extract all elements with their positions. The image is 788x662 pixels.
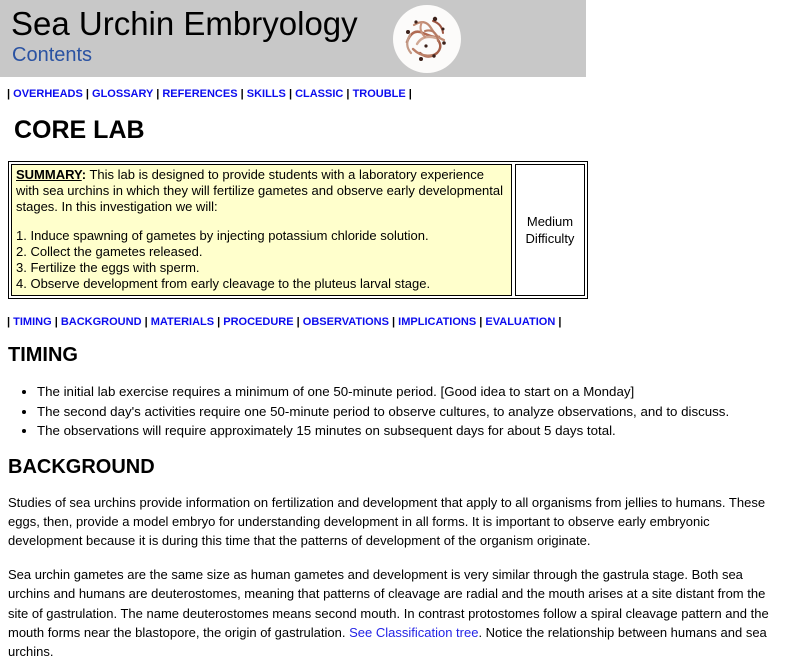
pipe-separator: | <box>479 316 483 328</box>
embryo-photo-icon <box>392 4 462 74</box>
summary-step: 3. Fertilize the eggs with sperm. <box>16 260 200 275</box>
difficulty-badge: Medium Difficulty <box>525 214 575 246</box>
background-paragraph-1: Studies of sea urchins provide information on fertilization and development that apply to all organisms from jellies to humans. These eggs, then, provide a model embryo for understanding development in all forms. It is important to observe early embryonic development because it is during this time that the patterns of development of the organism originate. <box>8 494 766 549</box>
pipe-separator: | <box>296 316 300 328</box>
pipe-separator: | <box>156 88 160 100</box>
nav-link-background[interactable]: BACKGROUND <box>60 316 142 328</box>
nav-link-glossary[interactable]: GLOSSARY <box>92 88 154 100</box>
page-title: Sea Urchin Embryology <box>11 5 358 42</box>
nav-link-classic[interactable]: CLASSIC <box>295 88 344 100</box>
pipe-separator: | <box>217 316 221 328</box>
nav-link-materials[interactable]: MATERIALS <box>150 316 215 328</box>
summary-intro: This lab is designed to provide students with a laboratory experience with sea urchins in which they will fertilize gametes and observe early developmental stages. In this investigation we will: <box>16 167 504 214</box>
pipe-separator: | <box>558 316 562 328</box>
summary-label-colon: : <box>81 167 87 182</box>
nav-link-skills[interactable]: SKILLS <box>246 88 286 100</box>
pipe-separator: | <box>85 88 89 100</box>
summary-cell <box>11 164 512 296</box>
section-nav <box>7 316 788 329</box>
timing-heading: TIMING <box>8 344 78 366</box>
nav-link-overheads[interactable]: OVERHEADS <box>13 88 83 100</box>
classification-tree-link[interactable]: See Classification tree <box>349 624 479 640</box>
pipe-separator: | <box>7 88 11 100</box>
summary-step: 4. Observe development from early cleavage to the pluteus larval stage. <box>16 276 431 291</box>
background-paragraph-2 <box>8 565 780 662</box>
nav-link-procedure[interactable]: PROCEDURE <box>223 316 294 328</box>
timing-item: • The second day's activities require one 50-minute period to observe cultures, to analyze observations, and to discuss. <box>37 402 788 422</box>
pipe-separator: | <box>288 88 293 100</box>
pipe-separator: | <box>346 88 350 100</box>
pipe-separator: | <box>144 316 148 328</box>
nav-link-references[interactable]: REFERENCES <box>162 88 238 100</box>
background-heading: BACKGROUND <box>8 455 155 478</box>
pipe-separator: | <box>392 316 396 328</box>
nav-link-trouble[interactable]: TROUBLE <box>352 88 406 100</box>
summary-label: SUMMARY <box>16 167 82 182</box>
pipe-separator: | <box>7 316 11 328</box>
nav-link-evaluation[interactable]: EVALUATION <box>485 316 556 328</box>
pipe-separator: | <box>240 88 244 100</box>
pipe-separator: | <box>408 88 412 100</box>
para2-text-after: . Notice the relationship between humans and sea urchins. <box>8 624 767 660</box>
timing-list <box>0 382 788 441</box>
difficulty-cell <box>515 164 585 296</box>
nav-link-observations[interactable]: OBSERVATIONS <box>302 316 389 328</box>
pipe-separator: | <box>54 316 58 328</box>
sea-urchin-embryo-image <box>392 4 462 74</box>
page-header <box>0 0 586 77</box>
para2-text-before: Sea urchin gametes are the same size as human gametes and development is very similar through the gastrula stage. Both sea urchins and humans are deuterostomes, meaning that patterns of cleavage are radial and the mouth arises at a site distant from the site of gastrulation. The name deuterostomes means second mouth. In contrast protostomes follow a spiral cleavage pattern and the mouth forms near the blastopore, the origin of gastrulation. <box>8 566 769 640</box>
nav-link-implications[interactable]: IMPLICATIONS <box>398 316 477 328</box>
summary-step: 2. Collect the gametes released. <box>16 244 203 259</box>
timing-item: • The initial lab exercise requires a minimum of one 50-minute period. [Good idea to start on a Monday] <box>37 382 788 402</box>
core-lab-heading: CORE LAB <box>14 116 145 144</box>
summary-table <box>8 161 588 299</box>
nav-link-timing[interactable]: TIMING <box>13 316 52 328</box>
summary-step: 1. Induce spawning of gametes by injecting potassium chloride solution. <box>16 228 429 243</box>
contents-link[interactable]: Contents <box>12 44 93 66</box>
timing-item: • The observations will require approximately 15 minutes on subsequent days for about 5 days total. <box>37 421 788 441</box>
summary-steps <box>16 228 507 292</box>
top-nav <box>7 88 788 101</box>
